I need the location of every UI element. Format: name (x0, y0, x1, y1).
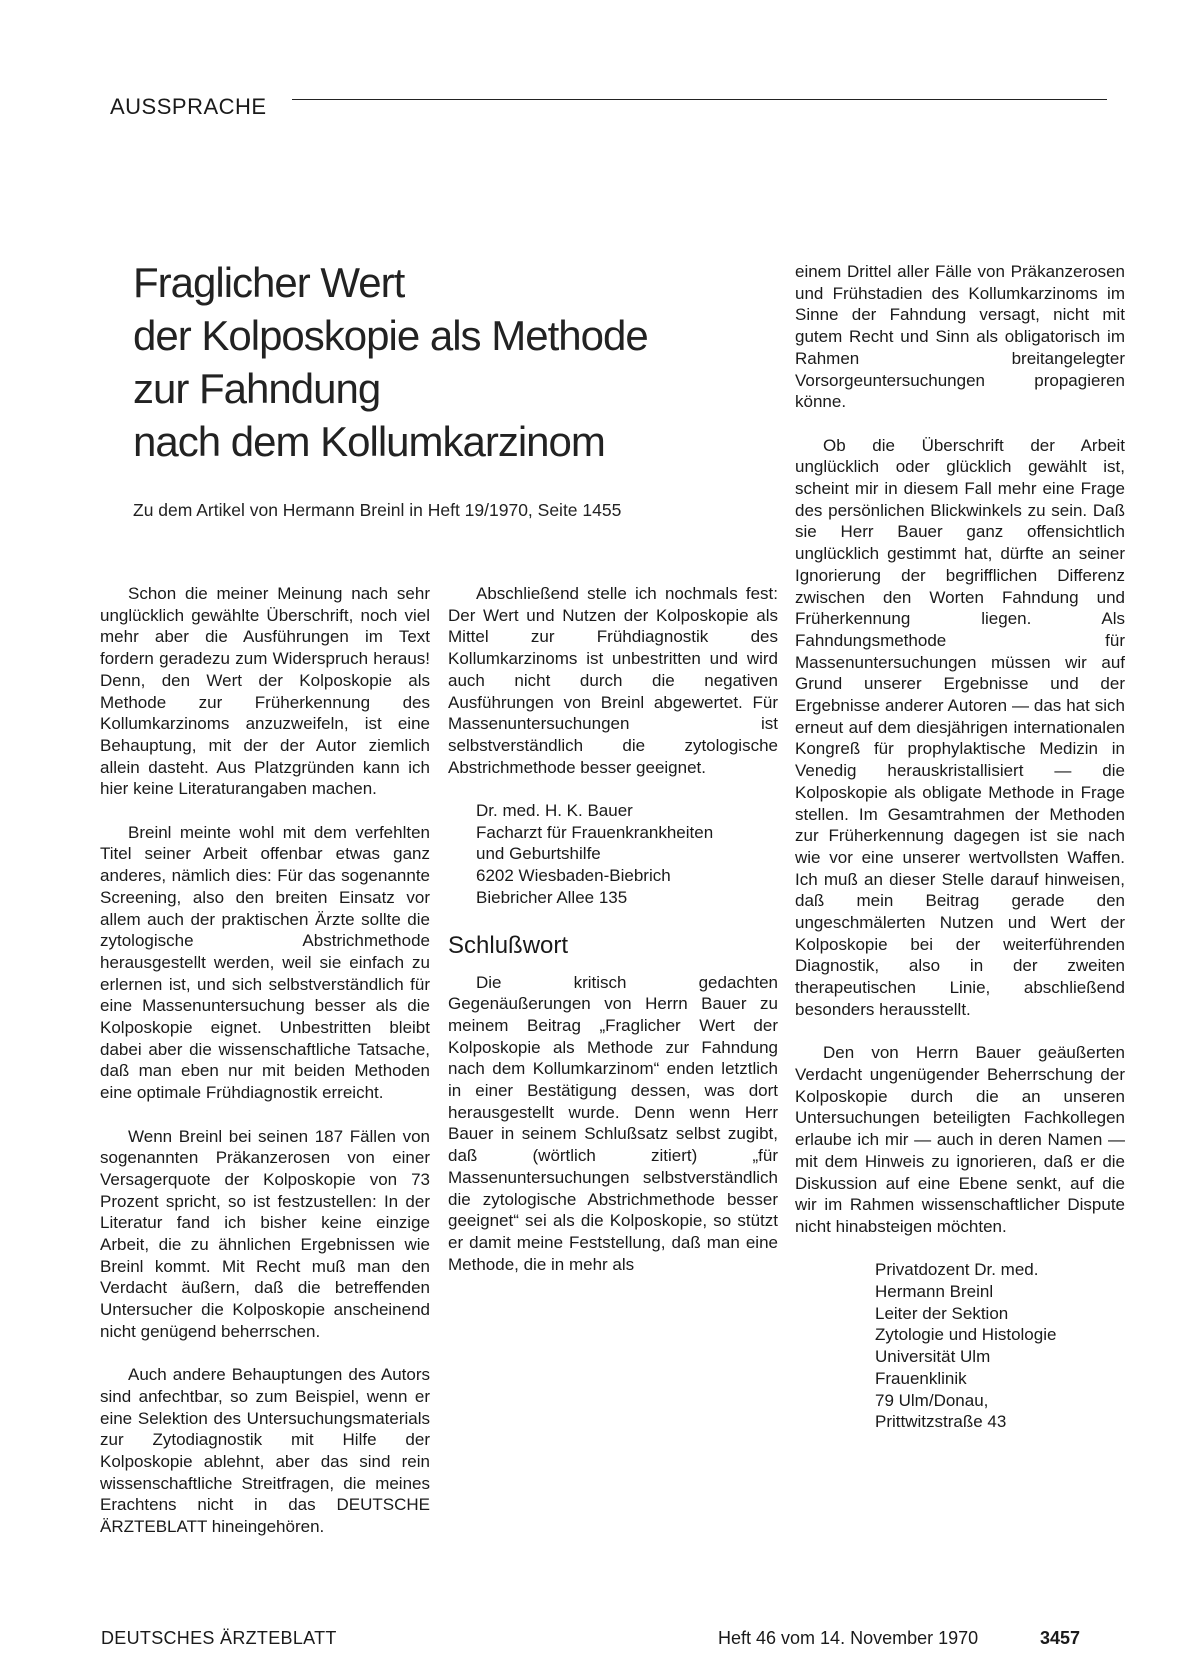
signature-line: Facharzt für Frauenkrankheiten (476, 822, 714, 842)
reply-paragraph: Ob die Überschrift der Arbeit unglücklich oder glücklich gewählt ist, scheint mir in diesem Fall mehr eine Frage des persönlichen Blickwinkels zu sein. Daß sie Herr Bauer ganz offensichtlich unglücklich gestimmt hat, dürfte an seiner Ignorierung der begrifflichen Differenz zwischen den Worten Fahndung und Früherkennung liegen. Als Fahndungsmethode für Massenuntersuchungen müssen wir auf Grund unserer Ergebnisse und der Ergebnisse anderer Autoren — das hat sich erneut auf dem diesjährigen internationalen Kongreß für prophylaktische Medizin in Venedig herauskristallisiert — die Kolposkopie als obligate Methode in Frage stellen. Im Gesamtrahmen der Methoden zur Früherkennung dagegen ist sie nach wie vor eine unserer wertvollsten Waffen. Ich muß an dieser Stelle darauf hinweisen, daß mein Beitrag gerade den ungeschmälerten Nutzen und Wert der Kolposkopie bei der weiterführenden Diagnostik, also in der zweiten therapeutischen Linie, abschließend besonders herausstellt. (795, 435, 1125, 1019)
title-line: der Kolposkopie als Methode (133, 312, 648, 359)
reply-paragraph: Die kritisch gedachten Gegenäußerungen von Herrn Bauer zu meinem Beitrag „Fraglicher Wert der Kolposkopie als Methode zur Fahndung nach dem Kollumkarzinom“ enden letztlich in einer Bestätigung dessen, was dort herausgestellt wurde. Denn wenn Herr Bauer in seinem Schlußsatz selbst zugibt, daß (wörtlich zitiert) „für Massenuntersuchungen selbstverständlich die zytologische Abstrichmethode besser geeignet“ sei als die Kolposkopie, so stützt er damit meine Feststellung, daß man eine Methode, die in mehr als (448, 972, 778, 1274)
section-rule (292, 99, 1107, 100)
page-number: 3457 (1040, 1628, 1081, 1648)
footer-journal: DEUTSCHES ÄRZTEBLATT (101, 1628, 337, 1648)
signature-line: Zytologie und Histologie (875, 1325, 1057, 1345)
reply-paragraph: Den von Herrn Bauer geäußerten Verdacht ungenügender Beherrschung der Kolposkopie durch die an unseren Untersuchungen beteiligten Fachkollegen erlaube ich mir — auch in deren Namen — mit dem Hinweis zu ignorieren, daß er die Diskussion auf eine Ebene senkt, auf die wir im Rahmen wissenschaftlicher Dispute nicht hinabsteigen möchten. (795, 1043, 1125, 1236)
reply-paragraph: einem Drittel aller Fälle von Präkanzerosen und Frühstadien des Kollumkarzinoms im Sinne der Fahndung versagt, nicht mit gutem Recht und Sinn als obligatorisch im Rahmen breitangelegter Vorsorgeuntersuchungen propagieren könne. (795, 262, 1125, 412)
signature-line: Biebricher Allee 135 (476, 887, 628, 907)
letter-paragraph: Abschließend stelle ich nochmals fest: Der Wert und Nutzen der Kolposkopie als Mittel zur Frühdiagnostik des Kollumkarzinoms ist unbestritten und wird auch nicht durch die negativen Ausführungen von Breinl abgewertet. Für Massenuntersuchungen ist selbstverständlich die zytologische Abstrichmethode besser geeignet. (448, 584, 778, 777)
signature-line: Hermann Breinl (875, 1282, 994, 1301)
signature-line: 6202 Wiesbaden-Biebrich (476, 866, 671, 886)
signature-line: und Geburtshilfe (476, 844, 601, 864)
article-subtitle: Zu dem Artikel von Hermann Breinl in Heft 19/1970, Seite 1455 (133, 500, 622, 520)
letter-paragraph: Wenn Breinl bei seinen 187 Fällen von sogenannten Präkanzerosen von einer Versagerquote der Kolposkopie von 73 Prozent spricht, so ist festzustellen: In der Literatur fand ich bisher keine einzige Arbeit, die zu ähnlichen Ergebnissen wie Breinl kommt. Mit Recht muß man den Verdacht äußern, daß die betreffenden Untersucher die Kolposkopie anscheinend nicht genügend beherrschen. (100, 1126, 430, 1341)
signature-line: Privatdozent Dr. med. (875, 1260, 1039, 1280)
title-line: zur Fahndung (133, 365, 381, 412)
column-1 (100, 583, 430, 1538)
signature-line: Frauenklinik (875, 1368, 967, 1388)
title-line: nach dem Kollumkarzinom (133, 418, 605, 465)
column-2 (448, 583, 778, 1297)
signature-line: Universität Ulm (875, 1347, 991, 1367)
letter-paragraph: Breinl meinte wohl mit dem verfehlten Titel seiner Arbeit offenbar etwas ganz anderes, nämlich dies: Für das sogenannte Screening, also den breiten Einsatz vor allem auch der praktischen Ärzte sollte die zytologische Abstrichmethode herausgestellt werden, weil sie einfach zu erlernen ist, und sich selbstverständlich für eine Massenuntersuchung besser als die Kolposkopie eignet. Unbestritten bleibt dabei aber die wissenschaftliche Tatsache, daß man eben nur mit beiden Methoden eine optimale Frühdiagnostik erreicht. (100, 822, 430, 1103)
letter-signature (448, 800, 778, 909)
title-line: Fraglicher Wert (133, 259, 405, 306)
signature-line: Leiter der Sektion (875, 1303, 1009, 1323)
signature-line: Dr. med. H. K. Bauer (476, 801, 633, 821)
signature-line: Prittwitzstraße 43 (875, 1412, 1007, 1432)
reply-signature (795, 1259, 1125, 1433)
letter-paragraph: Schon die meiner Meinung nach sehr unglücklich gewählte Überschrift, noch viel mehr aber die Ausführungen im Text fordern geradezu zum Widerspruch heraus! Denn, den Wert der Kolposkopie als Methode zur Früherkennung des Kollumkarzinoms anzuzweifeln, ist eine Behauptung, mit der der Autor ziemlich allein dasteht. Aus Platzgründen kann ich hier keine Literaturangaben machen. (100, 584, 430, 799)
article-title (133, 256, 773, 468)
signature-line: 79 Ulm/Donau, (875, 1390, 989, 1410)
footer-issue: Heft 46 vom 14. November 1970 (718, 1628, 979, 1648)
reply-heading: Schlußwort (448, 931, 569, 959)
column-3 (795, 261, 1125, 1455)
letter-paragraph: Auch andere Behauptungen des Autors sind anfechtbar, so zum Beispiel, wenn er eine Selektion des Untersuchungsmaterials zur Zytodiagnostik mit Hilfe der Kolposkopie ablehnt, aber das sind rein wissenschaftliche Streitfragen, die meines Erachtens nicht in das DEUTSCHE ÄRZTEBLATT hineingehören. (100, 1365, 430, 1537)
section-label: AUSSPRACHE (110, 94, 267, 119)
